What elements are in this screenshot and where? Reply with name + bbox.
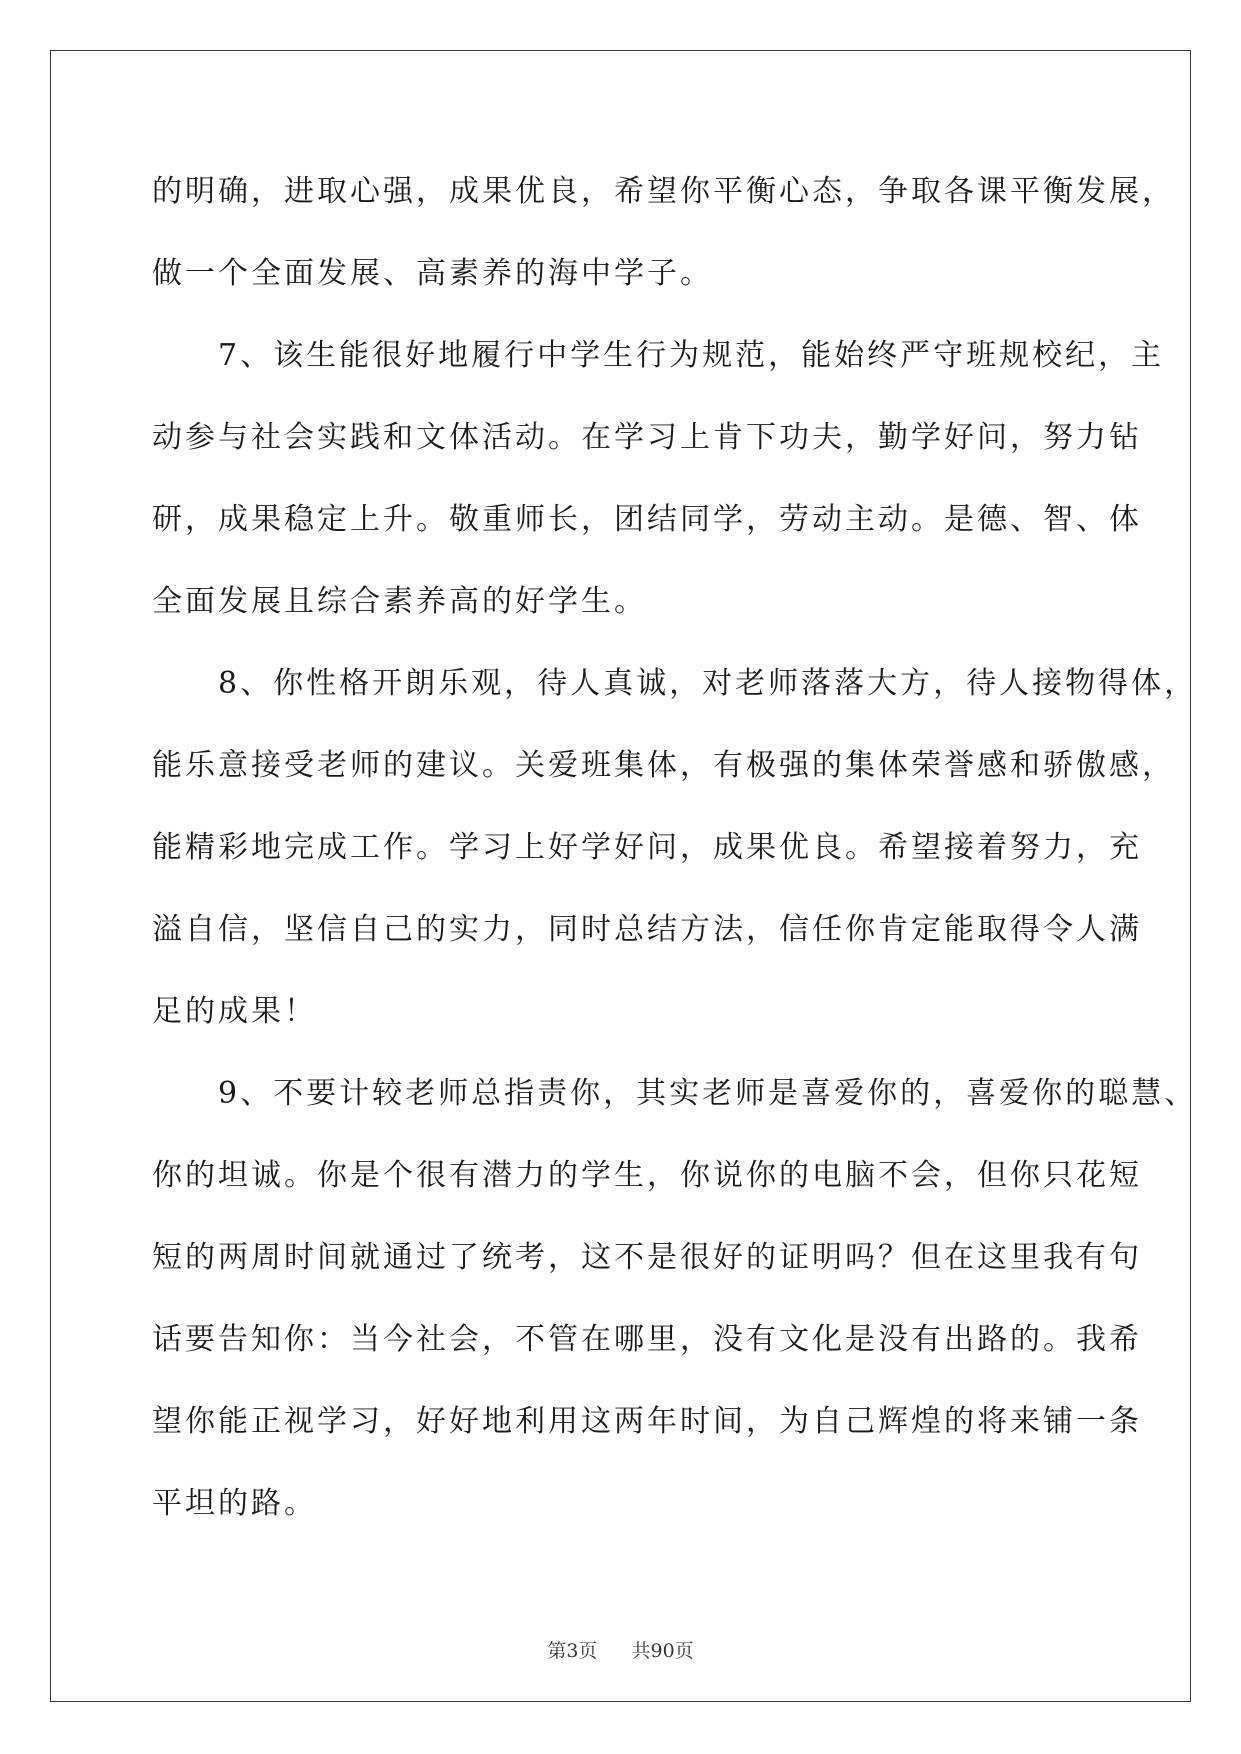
document-body <box>152 162 1198 1556</box>
text-line: 足的成果！ <box>152 994 317 1029</box>
paragraph-9-line: 9、不要计较老师总指责你，其实老师是喜爱你的，喜爱你的聪慧、 <box>152 1076 1198 1111</box>
text-line: 能精彩地完成工作。学习上好学好问，成果优良。希望接着努力，充 <box>152 830 1142 865</box>
paragraph-7-line: 7、该生能很好地履行中学生行为规范，能始终严守班规校纪，主 <box>152 338 1165 373</box>
text-line: 的明确，进取心强，成果优良，希望你平衡心态，争取各课平衡发展， <box>152 174 1175 209</box>
text-line: 短的两周时间就通过了统考，这不是很好的证明吗？但在这里我有句 <box>152 1240 1142 1275</box>
text-line: 研，成果稳定上升。敬重师长，团结同学，劳动主动。是德、智、体 <box>152 502 1142 537</box>
page-footer <box>0 1636 1241 1663</box>
text-line: 全面发展且综合素养高的好学生。 <box>152 584 647 619</box>
text-line: 动参与社会实践和文体活动。在学习上肯下功夫，勤学好问，努力钻 <box>152 420 1142 455</box>
page-number-total: 共90页 <box>631 1640 694 1662</box>
text-line: 话要告知你：当今社会，不管在哪里，没有文化是没有出路的。我希 <box>152 1322 1142 1357</box>
text-line: 能乐意接受老师的建议。关爱班集体，有极强的集体荣誉感和骄傲感， <box>152 748 1175 783</box>
page-number-current: 第3页 <box>547 1640 598 1662</box>
text-line: 望你能正视学习，好好地利用这两年时间，为自己辉煌的将来铺一条 <box>152 1404 1142 1439</box>
text-line: 溢自信，坚信自己的实力，同时总结方法，信任你肯定能取得令人满 <box>152 912 1142 947</box>
text-line: 做一个全面发展、高素养的海中学子。 <box>152 256 713 291</box>
text-line: 平坦的路。 <box>152 1486 317 1521</box>
text-line: 你的坦诚。你是个很有潜力的学生，你说你的电脑不会，但你只花短 <box>152 1158 1142 1193</box>
paragraph-8-line: 8、你性格开朗乐观，待人真诚，对老师落落大方，待人接物得体， <box>152 666 1198 701</box>
